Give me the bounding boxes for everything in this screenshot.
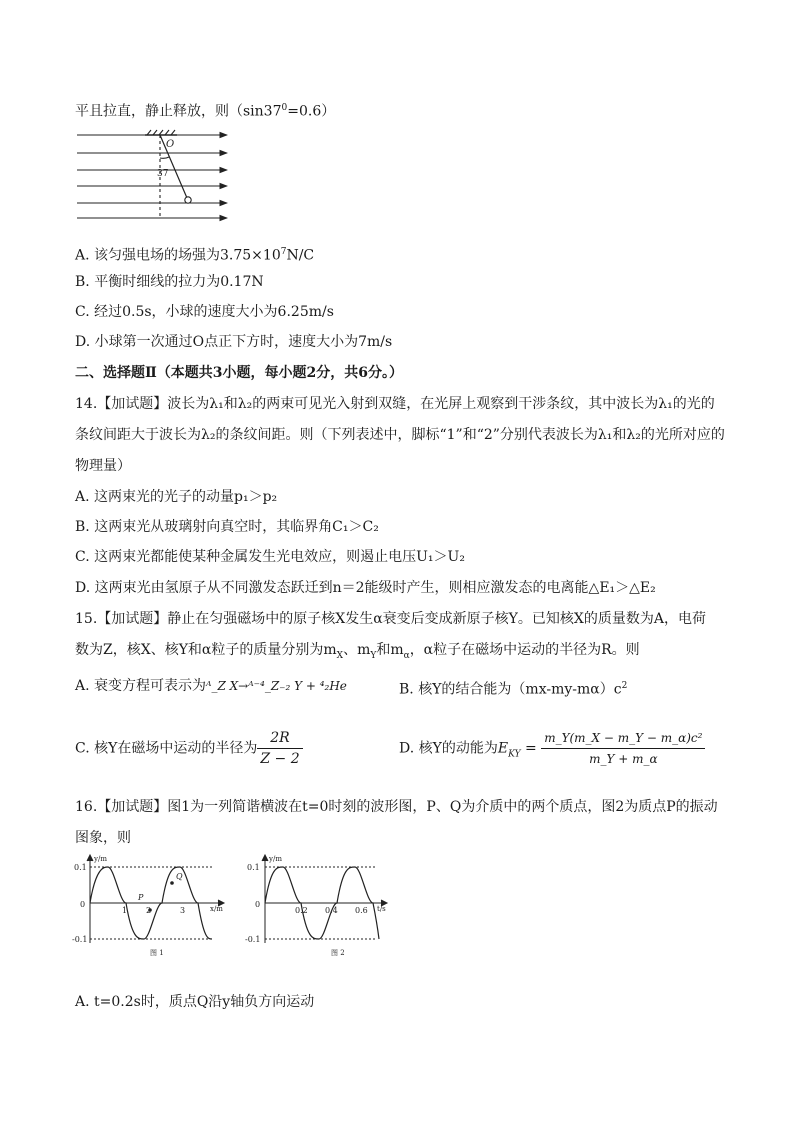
svg-text:0.4: 0.4 (325, 906, 338, 915)
q14-line3: 物理量） (75, 458, 131, 474)
svg-text:y/m: y/m (94, 855, 107, 863)
q15-option-a: A. 衰变方程可表示为ᴬ_Z X→ᴬ⁻⁴_Z₋₂ Y + ⁴₂He (75, 678, 347, 694)
q14-option-b: B. 这两束光从玻璃射向真空时，其临界角C₁＞C₂ (75, 519, 379, 535)
wave-figure-2 (245, 853, 395, 958)
svg-text:x/m: x/m (210, 905, 223, 913)
q16-option-a: A. t=0.2s时，质点Q沿y轴负方向运动 (75, 994, 315, 1010)
q13-option-c: C. 经过0.5s，小球的速度大小为6.25m/s (75, 304, 334, 320)
q15-line2: 数为Z，核X、核Y和α粒子的质量分别为$m_X$、$m_Y$和$m_\alpha$，α粒子在磁场中运动的半径为R。则 (75, 642, 640, 661)
q14-option-d: D. 这两束光由氢原子从不同激发态跃迁到n＝2能级时产生，则相应激发态的电离能△E₁＞△E₂ (75, 580, 656, 596)
svg-text:t/s: t/s (377, 905, 386, 913)
fig1-caption: 图 1 (150, 949, 164, 957)
label-Q: Q (176, 872, 183, 881)
svg-text:0: 0 (255, 900, 261, 909)
q13-intro: 平且拉直，静止释放，则$(\sin 37^0=0.6)$ (75, 103, 336, 120)
q15-option-b: B. 核Y的结合能为$(mx-my-m\alpha)c^2$ (399, 681, 628, 698)
q13-field-figure (75, 128, 235, 228)
section-heading: 二、选择题Ⅱ（本题共3小题，每小题2分，共6分。） (75, 365, 404, 381)
svg-text:0.1: 0.1 (74, 863, 87, 872)
svg-text:3: 3 (180, 906, 186, 915)
q13-option-d: D. 小球第一次通过O点正下方时，速度大小为7m/s (75, 334, 393, 350)
q14-line2: 条纹间距大于波长为λ₂的条纹间距。则（下列表述中，脚标“1”和“2”分别代表波长为λ₁和λ₂的光所对应的 (75, 427, 725, 443)
svg-text:1: 1 (122, 906, 128, 915)
svg-text:0.6: 0.6 (355, 906, 368, 915)
svg-text:-0.1: -0.1 (245, 935, 261, 944)
svg-text:y/m: y/m (269, 855, 282, 863)
wave-figure-1 (72, 853, 232, 958)
q15-line1: 15.【加试题】静止在匀强磁场中的原子核X发生α衰变后变成新原子核Y。已知核X的质量数为A，电荷 (75, 611, 707, 627)
svg-text:0: 0 (80, 900, 86, 909)
label-P: P (138, 893, 144, 902)
radius-fraction: $\frac{2R}{Z - 2}$ (257, 728, 302, 769)
svg-text:0.1: 0.1 (247, 863, 260, 872)
svg-text:0.2: 0.2 (295, 906, 308, 915)
q14-line1: 14.【加试题】波长为λ₁和λ₂的两束可见光入射到双缝，在光屏上观察到干涉条纹，其中波长为λ₁的光的 (75, 396, 715, 412)
label-O: O (166, 139, 175, 150)
svg-text:2: 2 (146, 906, 152, 915)
decay-equation: ᴬ_Z X→ᴬ⁻⁴_Z₋₂ Y + ⁴₂He (206, 679, 347, 693)
q14-option-a: A. 这两束光的光子的动量p₁＞p₂ (75, 489, 278, 505)
q16-line2: 图象，则 (75, 830, 131, 846)
q15-option-c: C. 核Y在磁场中运动的半径为 $\frac{2R}{Z - 2}$ (75, 728, 303, 769)
fig2-caption: 图 2 (331, 949, 345, 957)
kinetic-energy-fraction: $\frac{\text{m\_Y(m\_X − m\_Y − m\_α)c²}}{m\_Y + m\_\alpha}$ (541, 728, 705, 769)
q16-line1: 16.【加试题】图1为一列简谐横波在t=0时刻的波形图，P、Q为介质中的两个质点，图2为质点P的振动 (75, 799, 718, 815)
q15-option-d: D. 核Y的动能为$E_{KY}$ = $\frac{\text{m\_Y(m\_X − m\_Y − m\_α)c²}}{m\_Y + m\_\alpha}$ (399, 728, 705, 769)
q13-option-a: A. 该匀强电场的场强为$3.75\times 10^7N/C$ (75, 247, 315, 264)
q14-option-c: C. 这两束光都能使某种金属发生光电效应，则遏止电压U₁＞U₂ (75, 549, 465, 565)
q13-option-b: B. 平衡时细线的拉力为0.17N (75, 274, 264, 290)
label-angle: 37 (157, 169, 169, 179)
svg-text:-0.1: -0.1 (72, 935, 88, 944)
